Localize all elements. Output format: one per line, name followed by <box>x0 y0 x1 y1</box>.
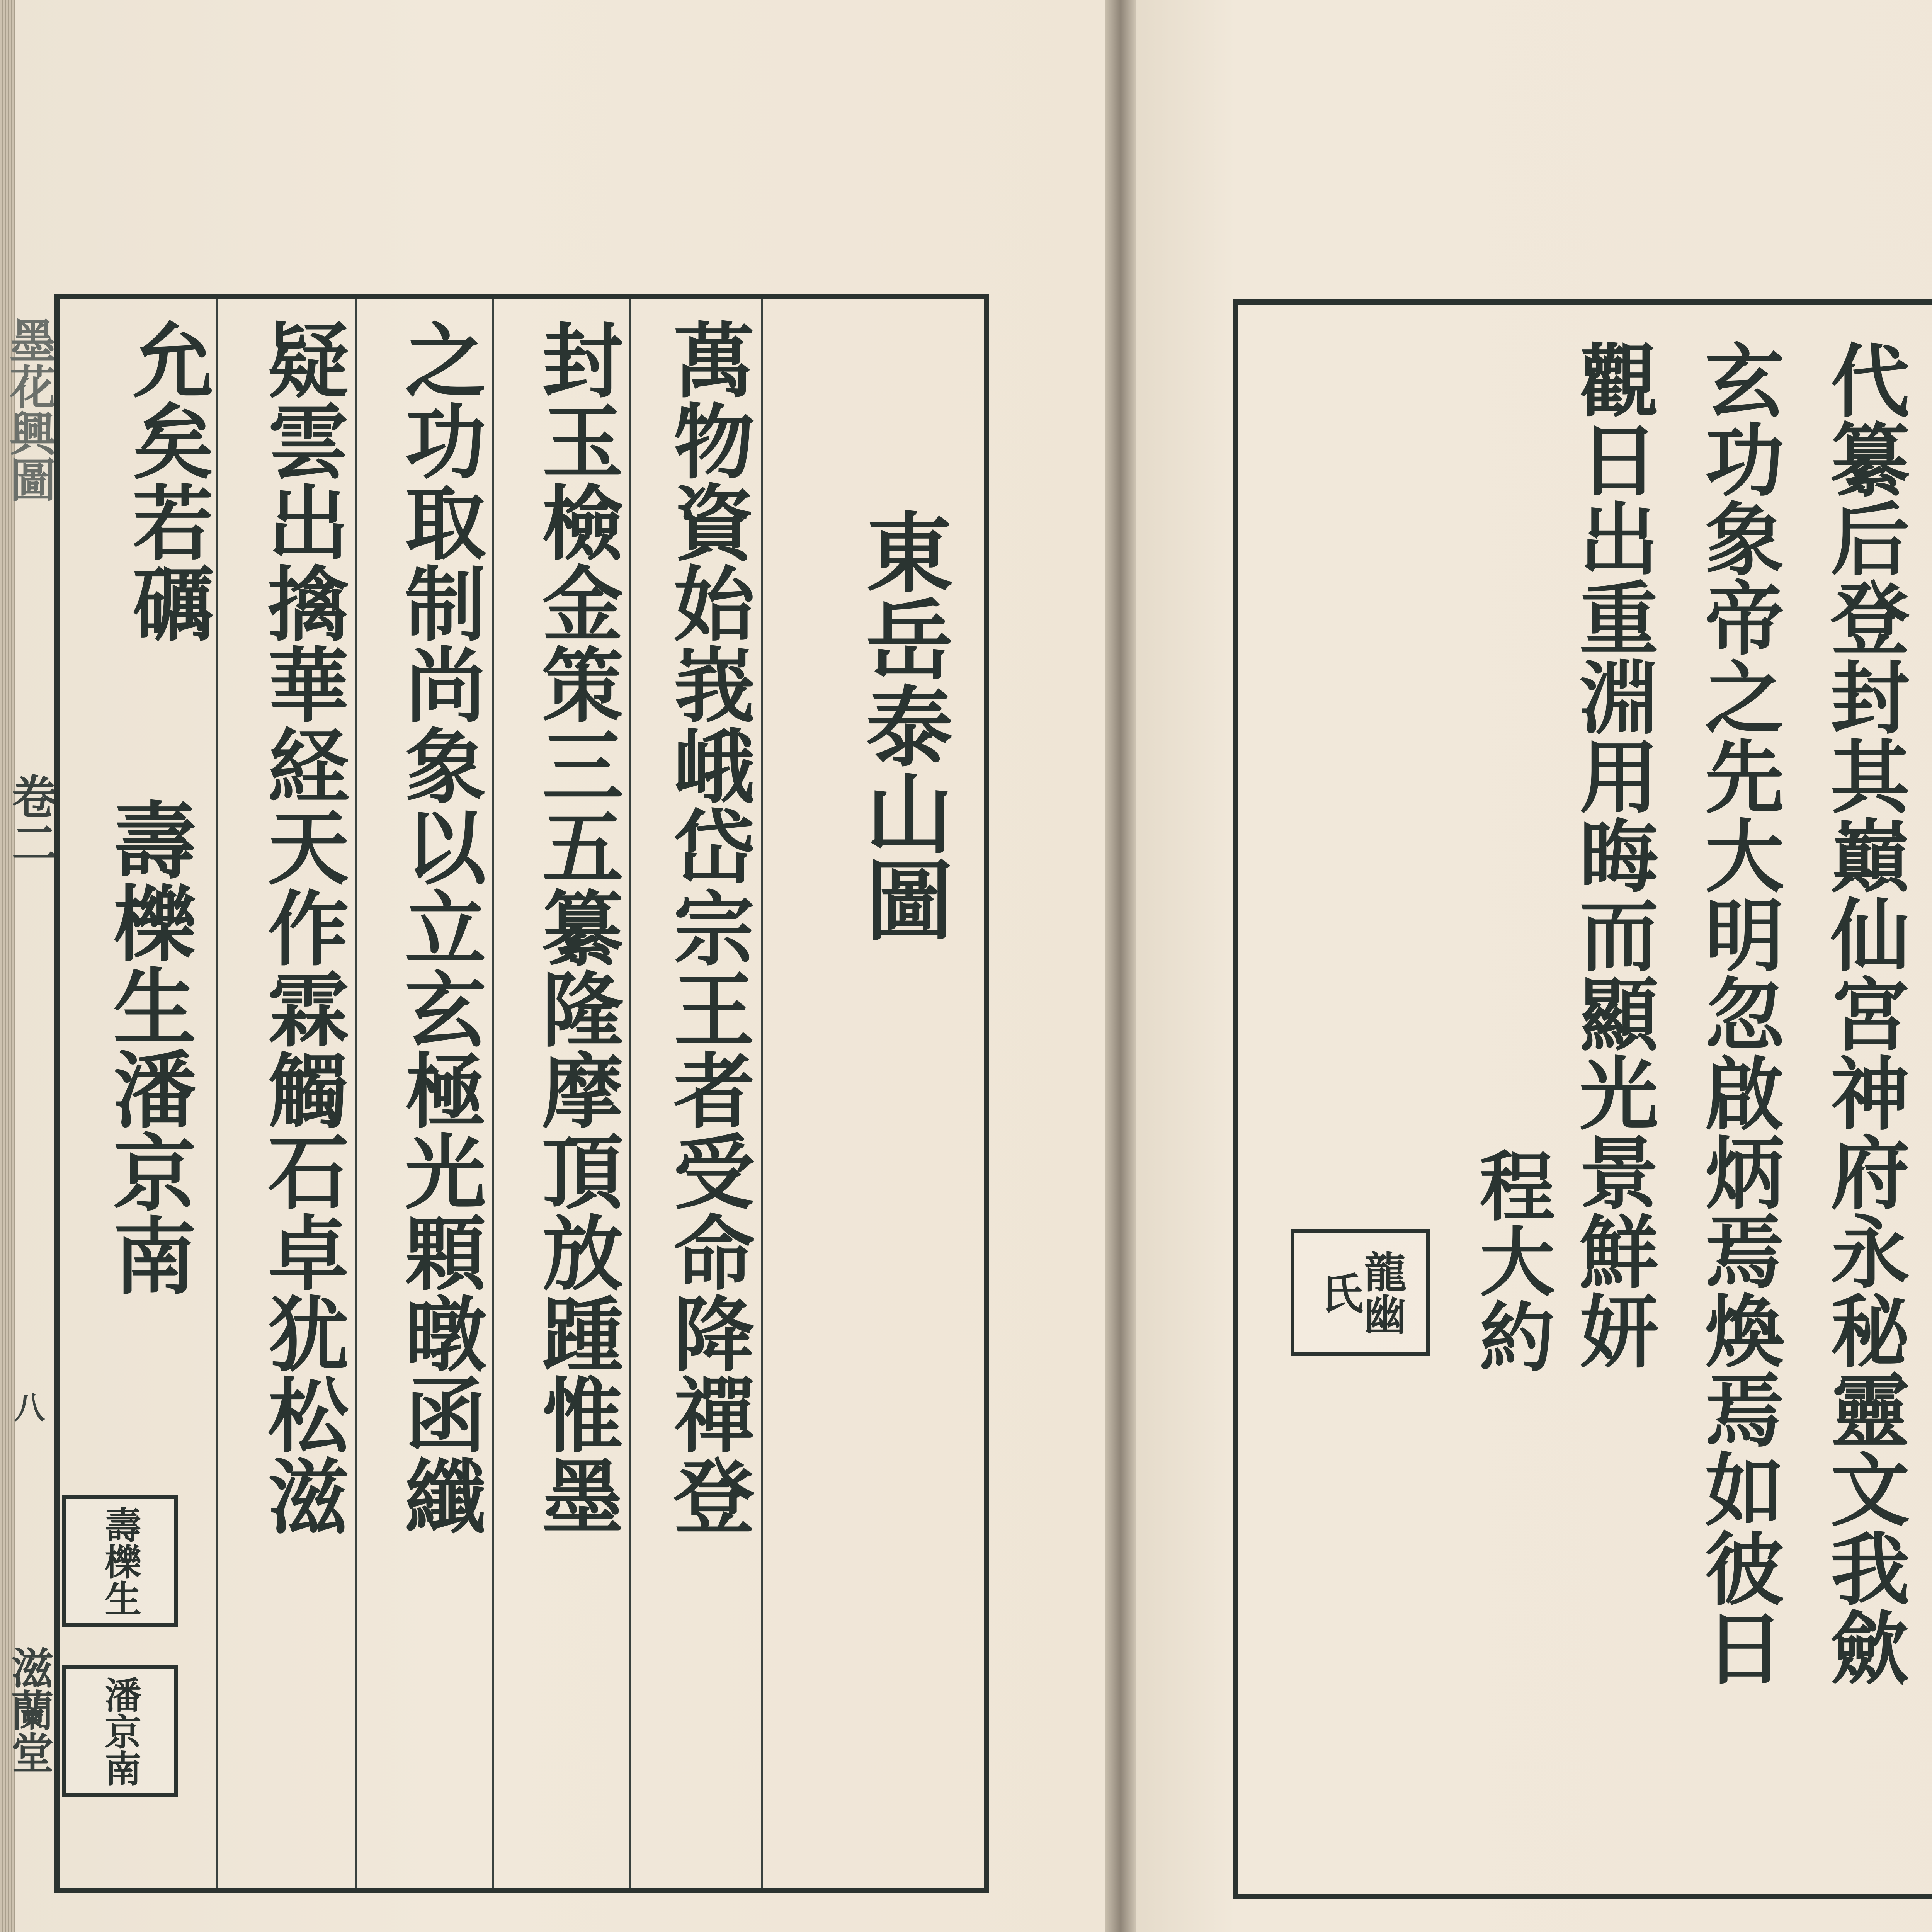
right-author: 程大約 <box>1467 1147 1556 1373</box>
seal-text: 龍幽氏 <box>1314 1250 1407 1335</box>
right-body-column-3: 玄功象帝之先大明忽啟炳焉煥焉如彼日 <box>1691 340 1784 1686</box>
page-edges-left <box>0 0 15 1932</box>
left-body-column-3: 之功取制尚象以立玄極光顆暾函纖 <box>391 318 487 1536</box>
seal-pan-jingnan <box>62 1665 178 1797</box>
right-body-column-2: 代纂后登封其巔仙宮神府永秘靈文我歛 <box>1817 340 1910 1686</box>
column-rule <box>355 299 357 1888</box>
seal-text: 壽櫟生 <box>99 1506 142 1616</box>
left-body-column-2: 封玉檢金策三五纂隆摩頂放踵惟墨 <box>529 318 624 1536</box>
book-gutter <box>1105 0 1136 1932</box>
seal-longyou-shi <box>1291 1229 1430 1356</box>
left-text-frame <box>54 294 989 1893</box>
left-body-column-4: 疑雲出擒華経天作霖觸石卓犹松滋 <box>254 318 350 1536</box>
left-body-column-5: 允矣若礪 <box>119 318 215 643</box>
left-margin-title: 墨花興圖 <box>2 317 56 502</box>
column-rule <box>492 299 494 1888</box>
left-title: 東岳泰山圖 <box>851 508 954 942</box>
seal-text: 潘京南 <box>99 1676 142 1786</box>
left-margin-volume: 卷二 <box>4 773 58 866</box>
column-rule <box>761 299 763 1888</box>
left-margin-publisher: 滋蘭堂 <box>4 1646 54 1774</box>
left-body-column-1: 萬物資始峩峨岱宗王者受命降禪登 <box>660 318 756 1536</box>
seal-shouli-sheng <box>62 1495 178 1627</box>
right-text-frame <box>1233 299 1932 1899</box>
left-author: 壽櫟生潘京南 <box>99 798 197 1296</box>
column-rule <box>629 299 631 1888</box>
left-margin-page: 八 <box>9 1391 45 1422</box>
right-body-column-4: 觀日出重淵用晦而顯光景鮮妍 <box>1566 340 1659 1369</box>
column-rule <box>216 299 218 1888</box>
